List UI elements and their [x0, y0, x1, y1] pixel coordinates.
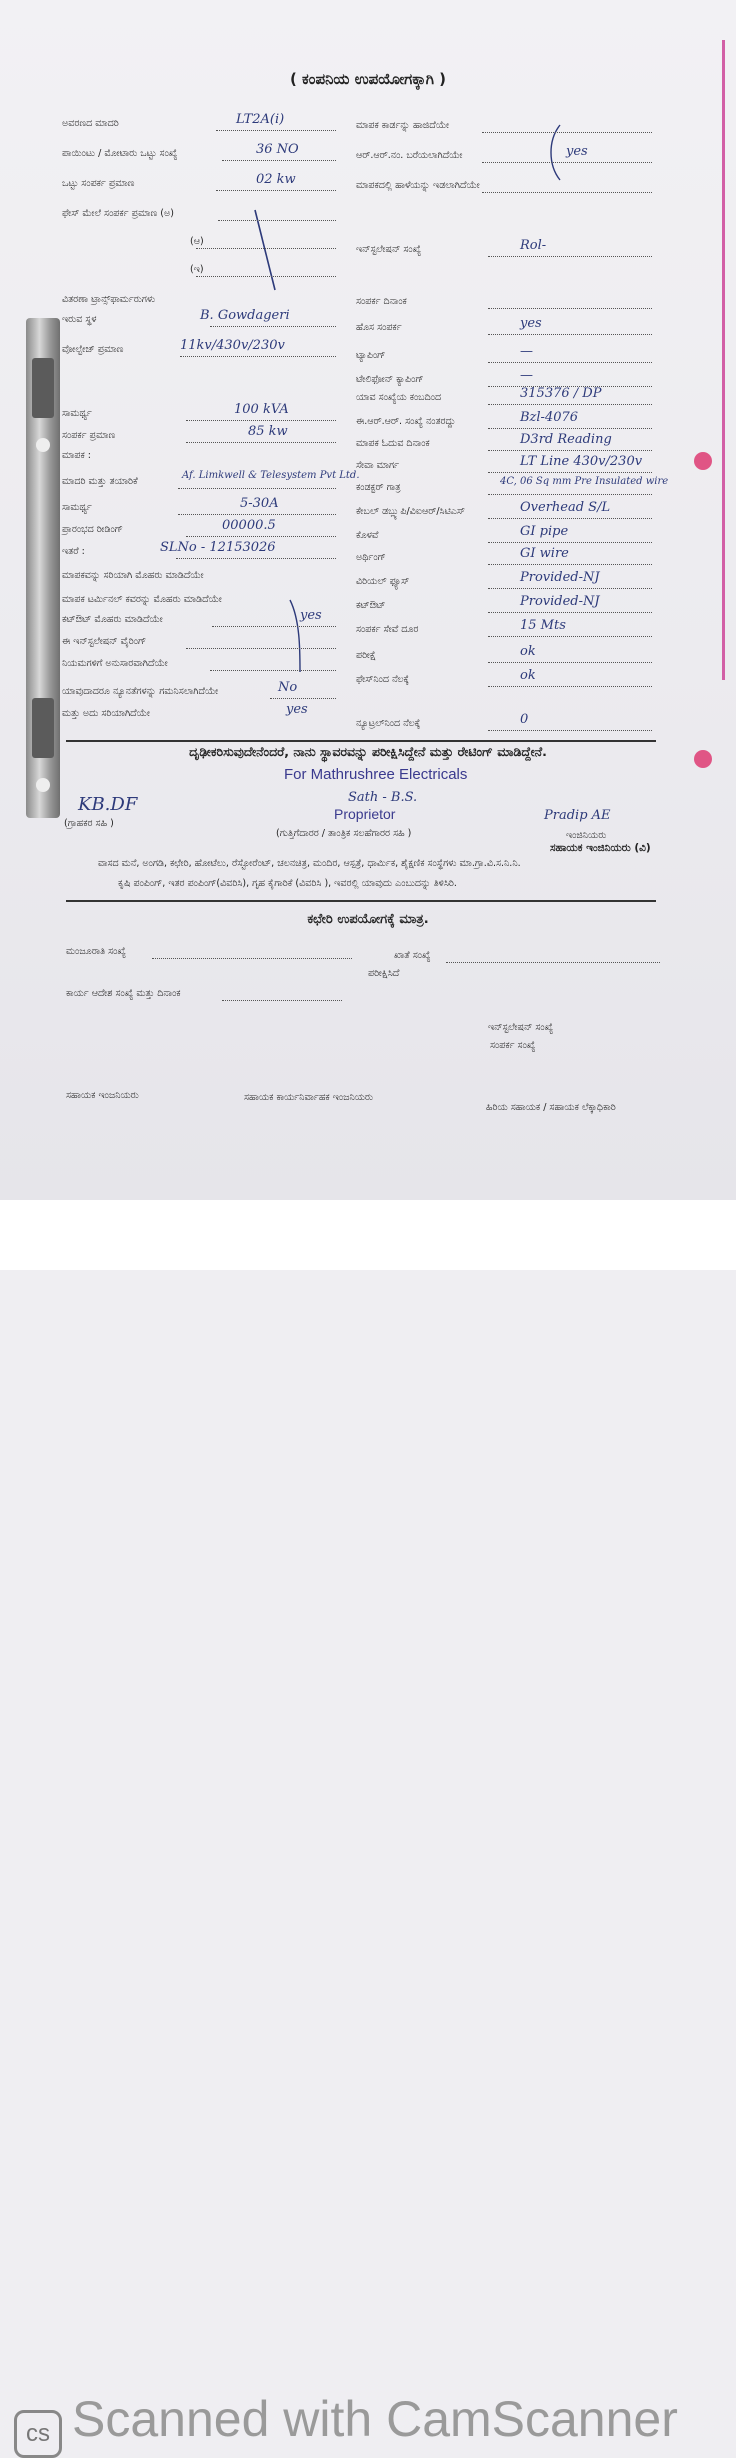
- right-field-label: ಈ.ಆರ್.ಆರ್. ಸಂಖ್ಯೆ ನಂತರದ್ದು: [356, 416, 456, 427]
- right-field-value: ok: [520, 644, 536, 659]
- left-field-label: (ಇ): [190, 264, 204, 275]
- right-field-label: ಕೇಬಲ್ ಡಬ್ಲ್ಯುಪಿ/ವಿಐಆರ್/ಸಿಟಿಎಸ್: [356, 506, 466, 517]
- office-account-line: [446, 962, 660, 963]
- right-field-label: ಟೇಲಿಫೋನ್ ಕ್ಯಾಪಿಂಗ್: [356, 374, 424, 385]
- right-field-line: [488, 612, 652, 613]
- left-field-label: ಇತರೆ :: [62, 546, 85, 557]
- left-field-line: [178, 514, 336, 515]
- contractor-sign-label: (ಗುತ್ತಿಗೆದಾರರ / ತಾಂತ್ರಿಕ ಸಲಹೆಗಾರರ ಸಹಿ ): [276, 828, 412, 839]
- left-field-value: yes: [300, 608, 322, 623]
- right-field-label: ಯಾವ ಸಂಖ್ಯೆಯ ಕಂಬದಿಂದ: [356, 392, 442, 403]
- left-field-value: LT2A(i): [236, 112, 285, 127]
- right-field-value: D3rd Reading: [520, 432, 612, 447]
- left-field-label: ಮತ್ತು ಅದು ಸರಿಯಾಗಿದೆಯೇ: [62, 708, 150, 719]
- left-field-line: [216, 190, 336, 191]
- right-field-value: yes: [520, 316, 542, 331]
- left-field-value: SLNo - 12153026: [160, 540, 276, 555]
- right-field-value: 0: [520, 712, 529, 727]
- scanner-watermark-text: Scanned with CamScanner: [72, 2391, 678, 2447]
- right-field-label: ನ್ಯೂಟ್ರಲ್‌ನಿಂದ ನೆಲಕ್ಕೆ: [356, 718, 421, 729]
- right-field-line: [488, 362, 652, 363]
- note-line-2: ಕೃಷಿ ಪಂಪಿಂಗ್, ಇತರ ಪಂಪಿಂಗ್(ವಿವರಿಸಿ), ಗೃಹ ಕೈಗಾರಿಕೆ (ವಿವರಿಸಿ ), ಇವರಲ್ಲಿ ಯಾವುದು ಎಂಬುದನ್ನು ತಿಳಿಸಿರಿ.: [118, 878, 457, 889]
- right-field-label: ಮಾಪಕ ಓದುವ ದಿನಾಂಕ: [356, 438, 430, 449]
- left-field-value: 5-30A: [240, 496, 279, 511]
- right-field-line: [482, 162, 652, 163]
- left-field-line: [196, 276, 336, 277]
- left-field-label: ಸಾಮರ್ಥ್ಯ: [62, 408, 92, 419]
- left-field-line: [270, 698, 336, 699]
- left-field-label: ಸಂಪರ್ಕ ಪ್ರಮಾಣ: [62, 430, 116, 441]
- stamp-company: For Mathrushree Electricals: [284, 766, 468, 783]
- right-field-value: ok: [520, 668, 536, 683]
- left-field-label: ಮಾದರಿ ಮತ್ತು ತಯಾರಿಕೆ: [62, 476, 138, 487]
- office-sanction-line: [152, 958, 352, 959]
- right-field-label: ಕಟ್‌ಔಟ್: [356, 600, 386, 611]
- right-field-label: ಮಾಪಕ ಕಾರ್ಡನ್ನು ಹಾಜಿದೆಯೇ: [356, 120, 450, 131]
- right-field-line: [488, 564, 652, 565]
- office-sanction-label: ಮಂಜೂರಾತಿ ಸಂಖ್ಯೆ: [66, 946, 126, 957]
- right-field-line: [488, 428, 652, 429]
- left-field-label: ಮಾಪಕ :: [62, 450, 91, 461]
- left-field-label: ಇರುವ ಸ್ಥಳ: [62, 314, 97, 325]
- note-line-1: ವಾಸದ ಮನೆ, ಅಂಗಡಿ, ಕಛೇರಿ, ಹೋಟೆಲು, ರೆಸ್ಟೋರೆಂಟ್, ಚಲನಚಿತ್ರ, ಮಂದಿರ, ಆಸ್ಪತ್ರೆ, ಧಾರ್ಮಿಕ, ಶೈಕ್ಷಣಿಕ ಸಂಸ್ಥೆಗಳು ಮಾ.ಗ್ರಾ.ವಿ.ಸ.ನಿ.ನಿ.: [98, 858, 521, 869]
- right-field-line: [488, 518, 652, 519]
- left-field-value: 100 kVA: [234, 402, 289, 417]
- right-field-value: Bzl-4076: [520, 410, 579, 425]
- right-field-label: ಕಂಡಕ್ಟರ್ ಗಾತ್ರ: [356, 482, 401, 493]
- left-field-value: B. Gowdageri: [200, 308, 290, 323]
- left-field-label: ವೋಲ್ಟೇಜ್ ಪ್ರಮಾಣ: [62, 344, 124, 355]
- form-title: ( ಕಂಪನಿಯ ಉಪಯೋಗಕ್ಕಾಗಿ ): [289, 70, 447, 88]
- right-field-value: GI wire: [520, 546, 569, 561]
- right-field-line: [488, 686, 652, 687]
- engineer-signature: Pradip AE: [544, 808, 611, 823]
- office-installation-label: ಇನ್‌ಸ್ಟಲೇಷನ್ ಸಂಖ್ಯೆ: [488, 1022, 554, 1033]
- right-field-value: Provided-NJ: [520, 570, 600, 585]
- left-field-value: yes: [286, 702, 308, 717]
- contractor-signature: Sath - B.S.: [348, 790, 418, 805]
- right-field-label: ಸಂಪರ್ಕ ಸೇವೆ ದೂರ: [356, 624, 419, 635]
- left-field-line: [210, 326, 336, 327]
- right-field-value: —: [520, 368, 533, 383]
- office-use-title: ಕಛೇರಿ ಉಪಯೋಗಕ್ಕೆ ಮಾತ್ರ.: [307, 912, 429, 927]
- left-field-line: [196, 248, 336, 249]
- right-field-label: ಹೊಸ ಸಂಪರ್ಕ: [356, 322, 402, 333]
- left-field-value: 36 NO: [256, 142, 299, 157]
- left-field-value: Af. Limkwell & Telesystem Pvt Ltd.: [182, 470, 360, 481]
- customer-signature: KB.DF: [78, 794, 138, 815]
- left-field-label: ವಿತರಣಾ ಟ್ರಾನ್ಸ್‌ಫಾರ್ಮರುಗಳು: [62, 294, 156, 305]
- left-field-line: [186, 420, 336, 421]
- right-field-value: Provided-NJ: [520, 594, 600, 609]
- form-paper: [0, 0, 736, 1200]
- right-field-value: GI pipe: [520, 524, 569, 539]
- left-field-label: ಫೇಸ್ ಮೇಲೆ ಸಂಪರ್ಕ ಪ್ರಮಾಣ (ಅ): [62, 208, 174, 219]
- left-field-label: ಕಟ್‌ಔಟ್ ಮೊಹರು ಮಾಡಿದೆಯೇ: [62, 614, 163, 625]
- section-separator: [66, 740, 656, 742]
- right-field-line: [488, 256, 652, 257]
- right-field-value: yes: [566, 144, 588, 159]
- left-field-value: 02 kw: [256, 172, 296, 187]
- right-field-value: 315376 / DP: [520, 386, 602, 401]
- right-field-line: [488, 334, 652, 335]
- left-field-line: [210, 670, 336, 671]
- right-field-label: ಮಾಪಕದಲ್ಲಿ ಹಾಳೆಯನ್ನು ಇಡಲಾಗಿದೆಯೇ: [356, 180, 480, 191]
- right-field-line: [482, 192, 652, 193]
- section-separator: [66, 900, 656, 902]
- right-field-value: 15 Mts: [520, 618, 566, 633]
- right-field-label: ವಿರಿಯಲ್ ಫ್ಯೂಸ್: [356, 576, 410, 587]
- left-field-value: No: [278, 680, 298, 695]
- right-field-line: [482, 132, 652, 133]
- camscanner-logo-icon: cs: [14, 2410, 62, 2458]
- left-field-line: [186, 536, 336, 537]
- right-field-value: —: [520, 344, 533, 359]
- right-field-line: [488, 494, 652, 495]
- left-field-line: [218, 220, 336, 221]
- left-field-line: [176, 558, 336, 559]
- left-field-label: ಪ್ರಾರಂಭದ ರೀಡಿಂಗ್: [62, 524, 123, 535]
- office-aee-label: ಸಹಾಯಕ ಕಾರ್ಯನಿರ್ವಾಹಕ ಇಂಜನಿಯರು: [244, 1092, 373, 1103]
- engineer-sub-label: ಸಹಾಯಕ ಇಂಜಿನಿಯರು (ವಿ): [550, 842, 651, 854]
- left-field-line: [186, 442, 336, 443]
- right-field-label: ಕೊಳವೆ: [356, 530, 379, 541]
- left-field-label: ಒಟ್ಟು ಸಂಪರ್ಕ ಪ್ರಮಾಣ: [62, 178, 135, 189]
- left-field-value: 00000.5: [222, 518, 276, 533]
- office-work-order-line: [222, 1000, 342, 1001]
- left-field-label: ಅವರಣದ ಮಾದರಿ: [62, 118, 119, 129]
- office-account-label: ಖಾತೆ ಸಂಖ್ಯೆ: [394, 950, 431, 961]
- right-field-line: [488, 450, 652, 451]
- right-field-line: [488, 588, 652, 589]
- right-field-label: ಆರ್.ಆರ್.ನಂ. ಬರೆಯಲಾಗಿದೆಯೇ: [356, 150, 463, 161]
- left-field-line: [216, 130, 336, 131]
- right-field-line: [488, 472, 652, 473]
- declaration-text: ದೃಢೀಕರಿಸುವುದೇನೆಂದರೆ, ನಾನು ಸ್ಥಾವರವನ್ನು ಪರೀಕ್ಷಿಸಿದ್ದೇನೆ ಮತ್ತು ರೇಟಿಂಗ್ ಮಾಡಿದ್ದೇನೆ.: [189, 744, 547, 759]
- left-field-label: ನಿಯಮಗಳಿಗೆ ಅನುಸಾರವಾಗಿದೆಯೇ: [62, 658, 168, 669]
- left-field-label: ಯಾವುದಾದರೂ ನ್ಯೂನತೆಗಳನ್ನು ಗಮನಿಸಲಾಗಿದೆಯೇ: [62, 686, 219, 697]
- left-field-line: [222, 160, 336, 161]
- right-field-line: [488, 308, 652, 309]
- scanner-footer: [0, 1200, 736, 2447]
- office-connection-label: ಸಂಪರ್ಕ ಸಂಖ್ಯೆ: [490, 1040, 536, 1051]
- left-field-line: [180, 356, 336, 357]
- right-field-line: [488, 404, 652, 405]
- right-field-value: Rol-: [520, 238, 547, 253]
- right-field-label: ಸೇವಾ ಮಾರ್ಗ: [356, 460, 400, 471]
- right-field-value: Overhead S/L: [520, 500, 611, 515]
- left-field-label: (ಆ): [190, 236, 204, 247]
- left-field-value: 11kv/430v/230v: [180, 338, 285, 353]
- engineer-label: ಇಂಜಿನಿಯರು: [566, 830, 607, 841]
- left-field-line: [186, 648, 336, 649]
- right-field-line: [488, 730, 652, 731]
- right-field-label: ಸಂಪರ್ಕ ದಿನಾಂಕ: [356, 296, 407, 307]
- customer-sign-label: (ಗ್ರಾಹಕರ ಸಹಿ ): [64, 818, 114, 829]
- left-field-line: [178, 488, 336, 489]
- right-field-value: LT Line 430v/230v: [520, 454, 643, 469]
- office-accounts-label: ಹಿರಿಯ ಸಹಾಯಕ / ಸಹಾಯಕ ಲೆಕ್ಕಾಧಿಕಾರಿ: [486, 1102, 616, 1113]
- right-field-value: 4C, 06 Sq mm Pre Insulated wire: [500, 476, 669, 487]
- left-field-line: [212, 626, 336, 627]
- right-field-label: ಇನ್‌ಸ್ಟಲೇಷನ್ ಸಂಖ್ಯೆ: [356, 244, 422, 255]
- right-field-line: [488, 542, 652, 543]
- right-field-label: ಪರೀಕ್ಷೆ: [356, 650, 376, 661]
- office-checked-label: ಪರೀಕ್ಷಿಸಿದೆ: [368, 968, 400, 979]
- right-field-line: [488, 662, 652, 663]
- left-field-value: 85 kw: [248, 424, 288, 439]
- left-field-label: ಸಾಮರ್ಥ್ಯ: [62, 502, 92, 513]
- office-ae-label: ಸಹಾಯಕ ಇಂಜನಿಯರು: [66, 1090, 139, 1101]
- stamp-role: Proprietor: [334, 806, 396, 822]
- left-field-label: ಮಾಪಕ ಟರ್ಮಿನಲ್ ಕವರನ್ನು ಮೊಹರು ಮಾಡಿದೆಯೇ: [62, 594, 222, 605]
- left-field-label: ಪಾಯಿಂಟು / ಮೋಟಾರು ಒಟ್ಟು ಸಂಖ್ಯೆ: [62, 148, 178, 159]
- right-field-line: [488, 636, 652, 637]
- left-field-label: ಮಾಪಕವನ್ನು ಸರಿಯಾಗಿ ಮೊಹರು ಮಾಡಿದೆಯೇ: [62, 570, 204, 581]
- office-work-order-label: ಕಾರ್ಯ ಆದೇಶ ಸಂಖ್ಯೆ ಮತ್ತು ದಿನಾಂಕ: [66, 988, 181, 999]
- right-field-label: ಫೇಸ್‌ನಿಂದ ನೆಲಕ್ಕೆ: [356, 674, 410, 685]
- right-field-label: ಟ್ಯಾಪಿಂಗ್: [356, 350, 386, 361]
- left-field-label: ಈ ಇನ್‌ಸ್ಟಲೇಷನ್ ವೈರಿಂಗ್: [62, 636, 147, 647]
- right-field-label: ಅರ್ಥಿಂಗ್: [356, 552, 386, 563]
